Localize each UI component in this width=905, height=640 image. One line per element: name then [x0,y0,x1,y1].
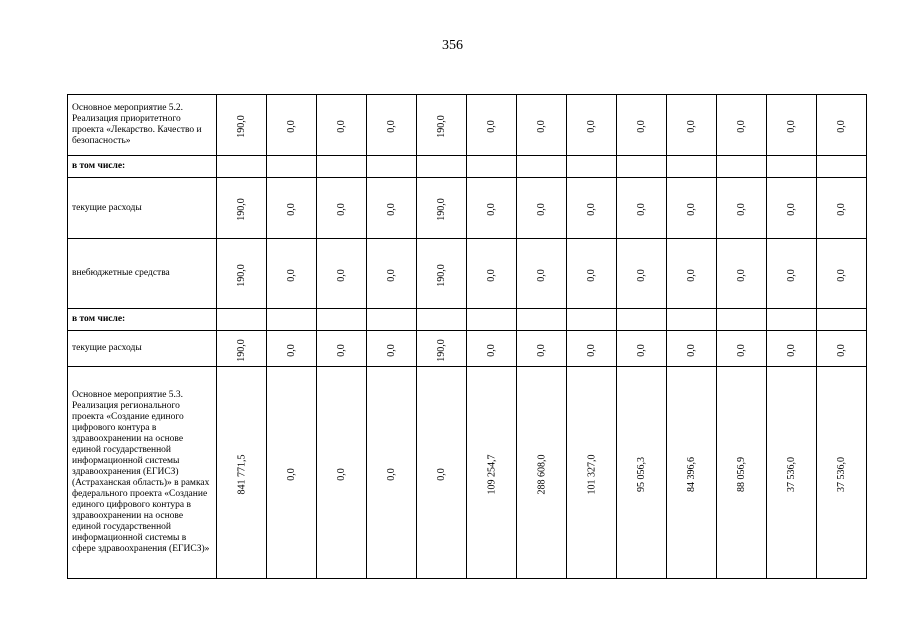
value-cell: 0,0 [736,203,747,216]
value-cell: 0,0 [836,120,847,133]
value-cell: 95 056,3 [636,456,647,492]
value-cell: 0,0 [286,467,297,481]
value-cell: 0,0 [586,343,597,357]
value-cell: 190,0 [236,115,247,138]
value-cell: 0,0 [336,203,347,216]
row-label: текущие расходы [68,331,217,367]
value-cell: 0,0 [686,203,697,216]
value-cell: 109 254,7 [486,454,497,494]
value-cell: 0,0 [686,120,697,133]
value-cell: 101 327,0 [586,454,597,494]
value-cell: 288 608,0 [536,454,547,494]
value-cell: 190,0 [436,263,447,287]
value-cell: 0,0 [686,343,697,357]
row-label: текущие расходы [68,178,217,239]
value-cell: 37 536,0 [786,456,797,492]
value-cell: 0,0 [736,120,747,133]
table-row [68,178,867,239]
value-cell: 0,0 [436,467,447,481]
row-label: в том числе: [68,156,217,178]
value-cell: 0,0 [586,268,597,282]
value-cell: 0,0 [536,268,547,282]
value-cell: 0,0 [786,120,797,133]
value-cell: 190,0 [436,115,447,138]
value-cell: 0,0 [286,343,297,357]
row-label: внебюджетные средства [68,239,217,309]
value-cell: 841 771,5 [236,454,247,494]
value-cell: 0,0 [386,203,397,216]
value-cell: 0,0 [286,268,297,282]
value-cell: 0,0 [336,120,347,133]
value-cell: 0,0 [836,203,847,216]
value-cell: 0,0 [536,203,547,216]
table-row [68,367,867,579]
value-cell: 0,0 [286,203,297,216]
value-cell: 0,0 [486,120,497,133]
value-cell: 0,0 [786,268,797,282]
table-row [68,95,867,156]
value-cell: 0,0 [486,268,497,282]
value-cell: 0,0 [486,203,497,216]
value-cell: 84 396,6 [686,456,697,492]
value-cell: 190,0 [436,338,447,362]
table-row [68,239,867,309]
value-cell: 0,0 [336,343,347,357]
value-cell: 0,0 [786,203,797,216]
page-number: 356 [442,38,463,53]
value-cell: 190,0 [236,263,247,287]
value-cell: 0,0 [736,343,747,357]
value-cell: 0,0 [536,343,547,357]
value-cell: 0,0 [286,120,297,133]
value-cell: 0,0 [636,203,647,216]
value-cell: 0,0 [586,203,597,216]
budget-table [67,94,867,579]
value-cell: 0,0 [636,268,647,282]
value-cell: 0,0 [536,120,547,133]
value-cell: 0,0 [786,343,797,357]
value-cell: 37 536,0 [836,456,847,492]
value-cell: 0,0 [386,467,397,481]
value-cell: 88 056,9 [736,456,747,492]
row-label: Основное мероприятие 5.3. Реализация регионального проекта «Создание единого цифрового контура в здравоохранении на основе единой государственной информационной системы здравоохранения (ЕГИСЗ) (Астраханская область)» в рамках федерального проекта «Создание единого цифрового контура в здравоохранении на основе единой государственной информационной системы в сфере здравоохранения (ЕГИСЗ)» [68,367,217,579]
value-cell: 190,0 [436,198,447,221]
value-cell: 0,0 [836,268,847,282]
value-cell: 0,0 [336,268,347,282]
row-label: Основное мероприятие 5.2. Реализация приоритетного проекта «Лекарство. Качество и безопасность» [68,95,217,156]
table-row [68,331,867,367]
value-cell: 0,0 [636,120,647,133]
table-row [68,156,867,178]
value-cell: 0,0 [386,268,397,282]
value-cell: 0,0 [386,120,397,133]
value-cell: 0,0 [636,343,647,357]
value-cell: 0,0 [736,268,747,282]
row-label: в том числе: [68,309,217,331]
value-cell: 0,0 [386,343,397,357]
value-cell: 0,0 [336,467,347,481]
value-cell: 0,0 [686,268,697,282]
value-cell: 0,0 [836,343,847,357]
table-row [68,309,867,331]
value-cell: 190,0 [236,338,247,362]
value-cell: 190,0 [236,198,247,221]
value-cell: 0,0 [586,120,597,133]
value-cell: 0,0 [486,343,497,357]
